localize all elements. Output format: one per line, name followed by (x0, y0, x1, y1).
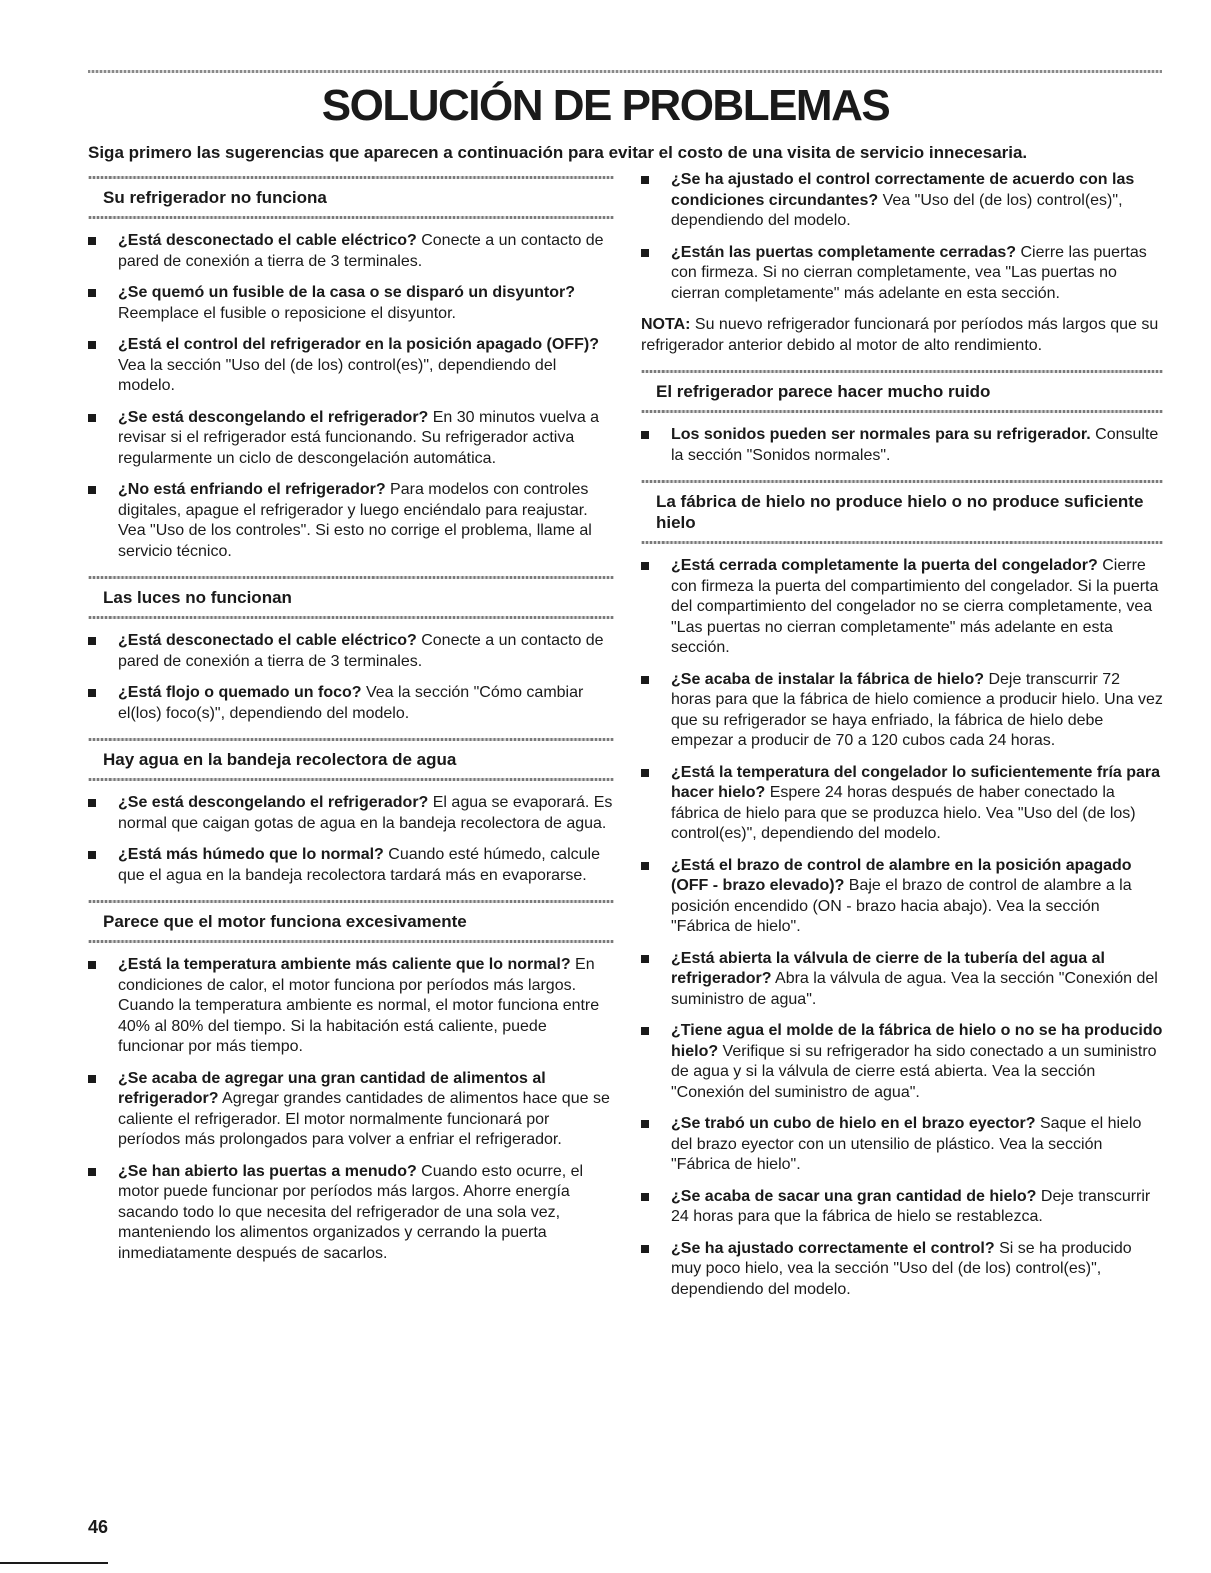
section-heading: Parece que el motor funciona excesivamente (103, 912, 467, 931)
list-item (641, 1114, 1163, 1176)
question: ¿Se está descongelando el refrigerador? (118, 408, 429, 426)
answer: Vea "Uso del (de los) control(es)", dependiendo del modelo. (671, 191, 1123, 229)
section-list (88, 955, 614, 1264)
question: ¿Se acaba de agregar una gran cantidad de alimentos al refrigerador? (118, 1069, 546, 1107)
answer: Para modelos con controles digitales, apague el refrigerador y luego enciéndalo para reajustar. Vea "Uso de los controles". Si esto no corrige el problema, llame al servicio técnico. (118, 481, 592, 560)
answer: Deje transcurrir 24 horas para que la fábrica de hielo se restablezca. (671, 1187, 1151, 1225)
section-heading: Las luces no funcionan (103, 588, 292, 607)
list-item (641, 856, 1163, 938)
question: ¿Están las puertas completamente cerradas? (671, 243, 1017, 261)
answer: Deje transcurrir 72 horas para que la fábrica de hielo comience a producir hielo. Una vez que su refrigerador se haya enfriado, la fábrica de hielo debe empezar a producir de 70 a 120 cubos cada 24 horas. (671, 670, 1163, 749)
section-heading: Su refrigerador no funciona (103, 188, 327, 207)
question: ¿Está el brazo de control de alambre en la posición apagado (OFF - brazo elevado)? (671, 856, 1132, 894)
question: ¿Se ha ajustado correctamente el control? (671, 1239, 995, 1257)
question: ¿Está desconectado el cable eléctrico? (118, 232, 417, 249)
footer-rule (0, 1562, 108, 1564)
answer: Verifique si su refrigerador ha sido conectado a un suministro de agua y si la válvula de cierre está abierta. Vea la sección "Conexión del suministro de agua". (671, 1042, 1157, 1101)
list-item (88, 955, 614, 1058)
answer: Agregar grandes cantidades de alimentos hace que se caliente el refrigerador. El motor normalmente funcionará por períodos más prolongados para volver a enfriar el refrigerador. (118, 1090, 610, 1148)
page-number: 46 (88, 1517, 109, 1537)
question: ¿Está el control del refrigerador en la posición apagado (OFF)? (118, 336, 599, 353)
list-item (641, 763, 1163, 845)
right-column (641, 170, 1163, 1311)
note-text: Su nuevo refrigerador funcionará por períodos más largos que su refrigerador anterior debido al motor de alto rendimiento. (641, 316, 1159, 354)
page-title: SOLUCIÓN DE PROBLEMAS (321, 81, 890, 130)
list-item (641, 1021, 1163, 1103)
answer: Cierre con firmeza la puerta del compartimiento del congelador. Si la puerta del compartimiento del congelador no se cierra completamente, vea "Las puertas no cierran completamente" más adelante en esta sección. (671, 557, 1159, 656)
answer: Baje el brazo de control de alambre a la posición encendido (ON - brazo hacia abajo). Vea la sección "Fábrica de hielo". (671, 877, 1132, 935)
section-list (88, 631, 614, 724)
question: ¿Se acaba de sacar una gran cantidad de hielo? (671, 1187, 1037, 1205)
note-label: NOTA: (641, 316, 691, 333)
answer: Conecte a un contacto de pared de conexión a tierra de 3 terminales. (118, 232, 604, 270)
question: ¿Se ha ajustado el control correctamente de acuerdo con las condiciones circundantes? (671, 171, 1135, 209)
section-list (88, 793, 614, 886)
question: ¿Está más húmedo que lo normal? (118, 846, 384, 863)
list-item (641, 425, 1163, 466)
question: ¿Está cerrada completamente la puerta del congelador? (671, 557, 1098, 574)
list-item (641, 556, 1163, 659)
answer: En 30 minutos vuelva a revisar si el refrigerador está funcionando. Su refrigerador activa regularmente un ciclo de descongelación automática. (118, 408, 600, 467)
list-item (88, 631, 614, 672)
section-heading: Hay agua en la bandeja recolectora de agua (103, 750, 457, 769)
list-item (88, 683, 614, 724)
top-dotted-rule (88, 70, 1162, 73)
question: ¿Está la temperatura ambiente más caliente que lo normal? (118, 956, 571, 973)
list-item (641, 243, 1163, 305)
list-item (88, 793, 614, 834)
list-item (641, 670, 1163, 752)
answer: En condiciones de calor, el motor funciona por períodos más largos. Cuando la temperatura ambiente es normal, el motor funciona entre 40% al 80% del tiempo. Si la habitación está caliente, puede funcionar por más tiempo. (118, 956, 600, 1055)
section-list (641, 170, 1163, 304)
left-column (88, 170, 614, 1275)
answer: Abra la válvula de agua. Vea la sección "Conexión del suministro de agua". (671, 970, 1158, 1008)
list-item (88, 1069, 614, 1151)
note (641, 315, 1163, 356)
question: ¿Está desconectado el cable eléctrico? (118, 632, 417, 649)
section-heading: La fábrica de hielo no produce hielo o no produce suficiente hielo (656, 492, 1144, 532)
answer: El agua se evaporará. Es normal que caigan gotas de agua en la bandeja recolectora de agua. (118, 794, 613, 832)
list-item (88, 231, 614, 272)
question: ¿No está enfriando el refrigerador? (118, 481, 386, 498)
answer: Saque el hielo del brazo eyector con un utensilio de plástico. Vea la sección "Fábrica de hielo". (671, 1115, 1142, 1173)
question: ¿Está flojo o quemado un foco? (118, 684, 362, 701)
question: ¿Se acaba de instalar la fábrica de hielo? (671, 670, 985, 688)
list-item (88, 845, 614, 886)
list-item (641, 1187, 1163, 1228)
section-list (641, 425, 1163, 466)
question: ¿Tiene agua el molde de la fábrica de hielo o no se ha producido hielo? (671, 1022, 1163, 1060)
answer: Vea la sección "Cómo cambiar el(los) foco(s)", dependiendo del modelo. (118, 684, 584, 722)
answer: Cuando esto ocurre, el motor puede funcionar por períodos más largos. Ahorre energía sacando todo lo que necesita del refrigerador de una sola vez, manteniendo los alimentos organizados y cerrando la puerta inmediatamente después de sacarlos. (118, 1162, 584, 1262)
answer: Cuando esté húmedo, calcule que el agua en la bandeja recolectora tardará más en evaporarse. (118, 846, 600, 884)
answer: Espere 24 horas después de haber conectado la fábrica de hielo para que se produzca hielo. Vea "Uso del (de los) control(es)", dependiendo del modelo. (671, 784, 1136, 842)
section-heading: El refrigerador parece hacer mucho ruido (656, 382, 991, 401)
list-item (88, 1162, 614, 1265)
list-item (641, 949, 1163, 1011)
answer: Si se ha producido muy poco hielo, vea la sección "Uso del (de los) control(es)", dependiendo del modelo. (671, 1239, 1132, 1298)
question: ¿Se trabó un cubo de hielo en el brazo eyector? (671, 1115, 1036, 1132)
list-item (88, 480, 614, 562)
section-list (88, 231, 614, 562)
list-item (641, 1239, 1163, 1301)
question: Los sonidos pueden ser normales para su refrigerador. (671, 426, 1091, 443)
question: ¿Está la temperatura del congelador lo suficientemente fría para hacer hielo? (671, 763, 1161, 801)
question: ¿Está abierta la válvula de cierre de la tubería del agua al refrigerador? (671, 949, 1105, 987)
answer: Vea la sección "Uso del (de los) control(es)", dependiendo del modelo. (118, 356, 557, 394)
answer: Reemplace el fusible o reposicione el disyuntor. (118, 304, 456, 322)
list-item (88, 335, 614, 397)
section-list (641, 556, 1163, 1300)
answer: Consulte la sección "Sonidos normales". (671, 426, 1159, 464)
list-item (88, 408, 614, 470)
question: ¿Se quemó un fusible de la casa o se disparó un disyuntor? (118, 284, 575, 301)
intro-text: Siga primero las sugerencias que aparecen a continuación para evitar el costo de una visita de servicio innecesaria. (88, 143, 1028, 162)
list-item (88, 283, 614, 324)
answer: Conecte a un contacto de pared de conexión a tierra de 3 terminales. (118, 632, 604, 670)
answer: Cierre las puertas con firmeza. Si no cierran completamente, vea "Las puertas no cierran completamente" más adelante en esta sección. (671, 243, 1147, 302)
list-item (641, 170, 1163, 232)
question: ¿Se está descongelando el refrigerador? (118, 794, 429, 811)
question: ¿Se han abierto las puertas a menudo? (118, 1162, 417, 1180)
